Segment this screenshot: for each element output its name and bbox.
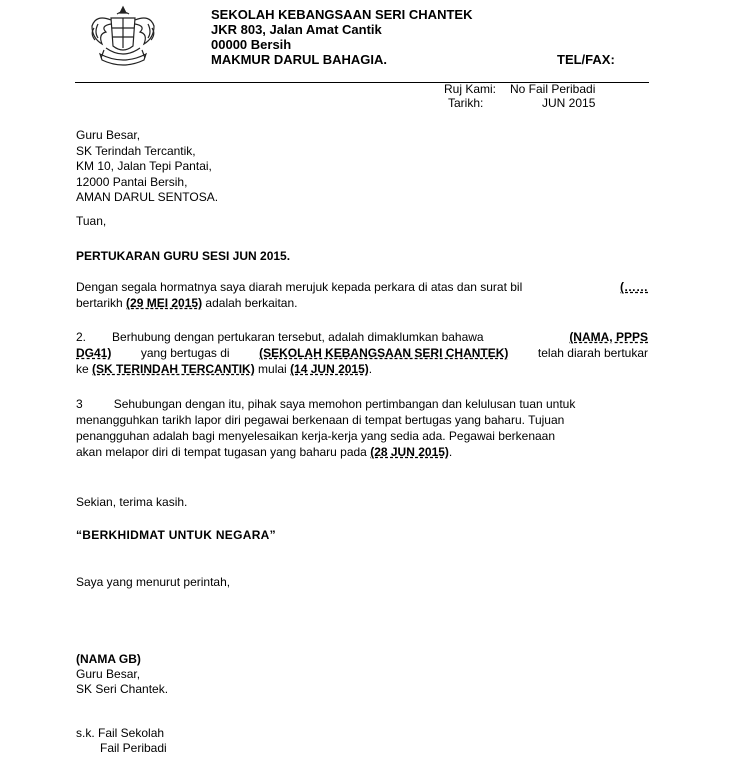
paragraph-text: yang bertugas di <box>140 346 230 360</box>
date-label: Tarikh: <box>448 96 484 110</box>
paragraph-line <box>76 329 648 345</box>
school-address-line-3: MAKMUR DARUL BAHAGIA. <box>211 52 387 67</box>
paragraph-1 <box>76 279 648 311</box>
carbon-copy-block <box>76 726 167 756</box>
school-address-line-1: JKR 803, Jalan Amat Cantik <box>211 22 382 37</box>
school-address-line-2: 00000 Bersih <box>211 37 292 52</box>
motto: “BERKHIDMAT UNTUK NEGARA” <box>76 528 276 542</box>
letter-subject: PERTUKARAN GURU SESI JUN 2015. <box>76 249 291 263</box>
paragraph-line <box>76 412 648 428</box>
recipient-line: AMAN DARUL SENTOSA. <box>76 190 219 204</box>
paragraph-3 <box>76 396 648 460</box>
date-value: JUN 2015 <box>542 96 596 110</box>
salutation: Tuan, <box>76 214 107 228</box>
paragraph-text: bertarikh <box>76 296 123 310</box>
paragraph-text: telah diarah bertukar <box>537 346 648 360</box>
school-name: SEKOLAH KEBANGSAAN SERI CHANTEK <box>211 7 473 22</box>
closing-text: Sekian, terima kasih. <box>76 495 188 509</box>
recipient-line: KM 10, Jalan Tepi Pantai, <box>76 159 212 173</box>
paragraph-line <box>76 345 648 361</box>
paragraph-text: Dengan segala hormatnya saya diarah merujuk kepada perkara di atas dan surat bil <box>76 280 523 294</box>
coat-of-arms-logo <box>86 4 160 70</box>
report-date: (28 JUN 2015) <box>370 445 449 459</box>
paragraph-text: . <box>368 362 373 376</box>
paragraph-text: ke <box>76 362 89 376</box>
signoff-text: Saya yang menurut perintah, <box>76 575 231 589</box>
paragraph-line <box>76 361 648 377</box>
paragraph-text: Sehubungan dengan itu, pihak saya memohon pertimbangan dan kelulusan tuan untuk <box>113 397 576 411</box>
teacher-name-grade: (NAMA, PPPS <box>569 330 648 344</box>
signatory-name: (NAMA GB) <box>76 652 141 666</box>
recipient-line: Guru Besar, <box>76 128 141 142</box>
cc-line: s.k. Fail Sekolah <box>76 726 165 740</box>
paragraph-text: . <box>448 445 453 459</box>
telfax-label: TEL/FAX: <box>557 52 615 67</box>
paragraph-line <box>76 295 648 311</box>
signature-block <box>76 652 168 697</box>
paragraph-2 <box>76 329 648 377</box>
paragraph-line <box>76 279 648 295</box>
letter-reference-placeholder: (…… <box>620 280 648 294</box>
paragraph-text: mulai <box>258 362 287 376</box>
paragraph-line <box>76 444 648 460</box>
signatory-title: Guru Besar, <box>76 667 141 681</box>
paragraph-text: akan melapor diri di tempat tugasan yang baharu pada <box>76 445 367 459</box>
recipient-line: SK Terindah Tercantik, <box>76 143 196 158</box>
paragraph-number: 2. <box>76 330 87 344</box>
signatory-school: SK Seri Chantek. <box>76 682 169 696</box>
paragraph-number: 3 <box>76 397 83 411</box>
current-school: (SEKOLAH KEBANGSAAN SERI CHANTEK) <box>259 346 509 360</box>
paragraph-line <box>76 396 648 412</box>
cc-line: Fail Peribadi <box>100 741 167 755</box>
recipient-address <box>76 128 218 206</box>
recipient-line: 12000 Pantai Bersih, <box>76 174 188 189</box>
paragraph-text: Berhubung dengan pertukaran tersebut, adalah dimaklumkan bahawa <box>112 330 484 344</box>
reference-value: No Fail Peribadi <box>510 82 596 96</box>
effective-date: (14 JUN 2015) <box>290 362 369 376</box>
paragraph-text: penangguhan adalah bagi menyelesaikan kerja-kerja yang sedia ada. Pegawai berkenaan <box>76 429 556 443</box>
paragraph-text: adalah berkaitan. <box>205 296 298 310</box>
teacher-grade: DG41) <box>76 346 112 360</box>
reference-label: Ruj Kami: <box>444 82 497 96</box>
paragraph-text: menangguhkan tarikh lapor diri pegawai berkenaan di tempat bertugas yang baharu. Tujuan <box>76 413 565 427</box>
letter-date: (29 MEI 2015) <box>126 296 203 310</box>
new-school: (SK TERINDAH TERCANTIK) <box>92 362 255 376</box>
paragraph-line <box>76 428 648 444</box>
